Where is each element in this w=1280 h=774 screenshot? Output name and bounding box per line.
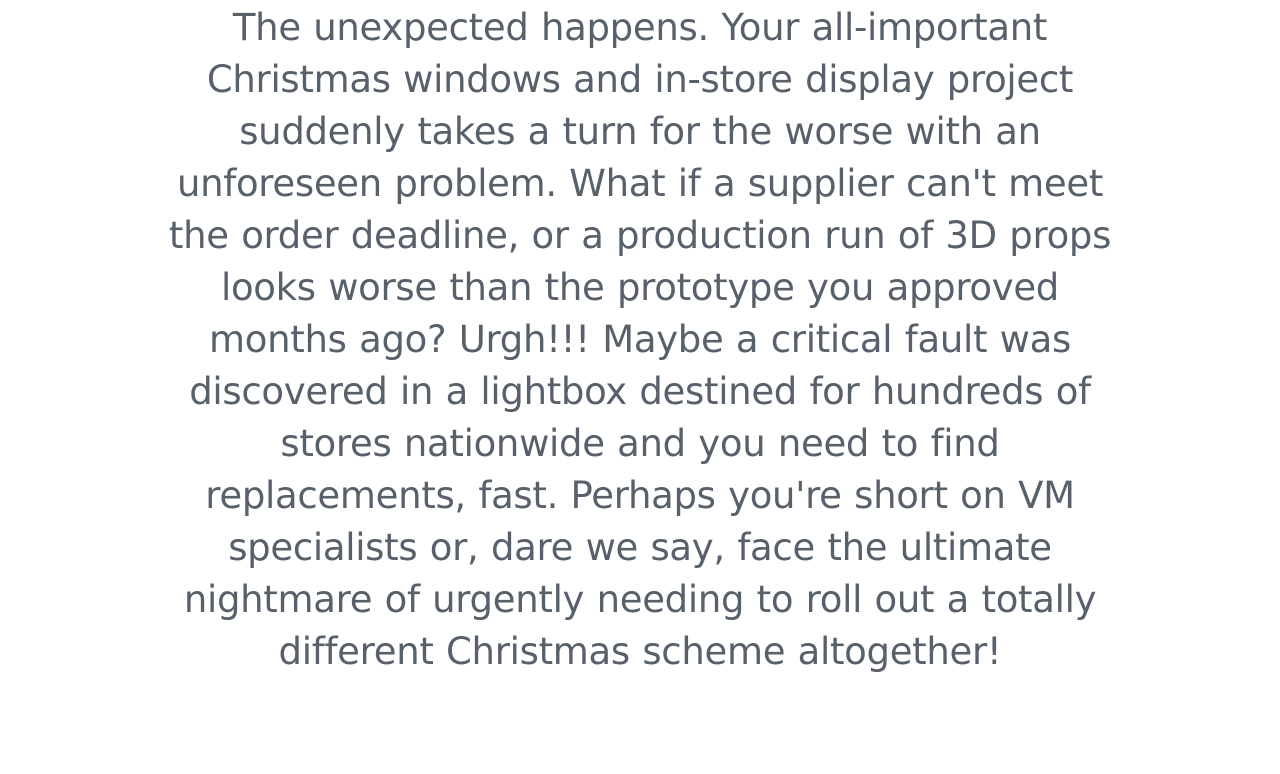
paragraph-line: replacements, fast. Perhaps you're short on VM [205,474,1075,517]
paragraph-line: months ago? Urgh!!! Maybe a critical fault was [209,318,1071,361]
paragraph-line: stores nationwide and you need to find [280,422,1000,465]
paragraph-line: The unexpected happens. Your all-important [232,6,1048,49]
intro-paragraph [130,2,1150,678]
paragraph-line: the order deadline, or a production run of 3D props [168,214,1112,257]
paragraph-line: unforeseen problem. What if a supplier can't meet [176,162,1104,205]
paragraph-line: specialists or, dare we say, face the ultimate [228,526,1052,569]
paragraph-line: nightmare of urgently needing to roll out a totally [183,578,1097,621]
paragraph-line: looks worse than the prototype you approved [220,266,1059,309]
paragraph-line: Christmas windows and in-store display project [206,58,1074,101]
paragraph-line: suddenly takes a turn for the worse with an [239,110,1041,153]
paragraph-line: discovered in a lightbox destined for hundreds of [189,370,1091,413]
article-body [130,2,1150,678]
paragraph-line: different Christmas scheme altogether! [278,630,1002,673]
